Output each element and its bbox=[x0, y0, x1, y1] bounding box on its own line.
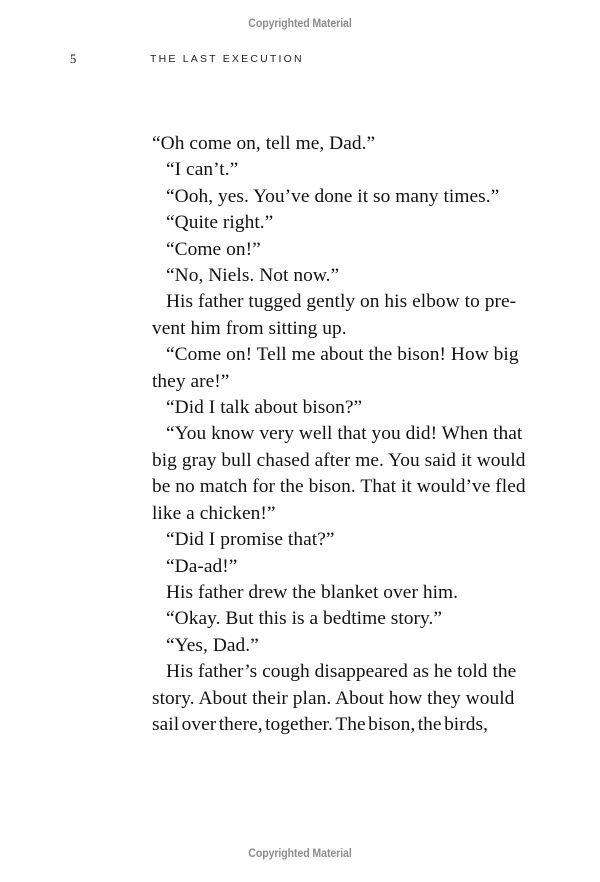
running-head bbox=[70, 50, 490, 68]
text-line: “Did I talk about bison?” bbox=[166, 397, 363, 419]
page-number: 5 bbox=[70, 52, 77, 66]
text-line: “Ooh, yes. You’ve done it so many times.” bbox=[166, 185, 500, 207]
text-word: The bbox=[335, 713, 366, 735]
text-line: be no match for the bison. That it would’ve fled bbox=[152, 476, 526, 498]
text-line: “Da-ad!” bbox=[166, 555, 238, 577]
text-word: there, bbox=[218, 713, 263, 735]
text-line bbox=[152, 712, 488, 738]
text-line: vent him from sitting up. bbox=[152, 317, 347, 339]
text-line: “Yes, Dad.” bbox=[166, 634, 259, 656]
text-word: sail bbox=[152, 713, 180, 735]
text-word: birds, bbox=[444, 713, 488, 735]
copyright-watermark-bottom: Copyrighted Material bbox=[248, 848, 352, 860]
text-line: they are!” bbox=[152, 370, 230, 392]
text-line: like a chicken!” bbox=[152, 502, 276, 524]
text-line: “Did I promise that?” bbox=[166, 529, 335, 551]
text-line: “You know very well that you did! When that bbox=[166, 423, 523, 445]
text-line: “Oh come on, tell me, Dad.” bbox=[152, 133, 376, 154]
text-line: His father drew the blanket over him. bbox=[166, 581, 459, 603]
text-word: over bbox=[181, 713, 217, 735]
body-text bbox=[152, 131, 526, 738]
text-line: “Quite right.” bbox=[166, 212, 274, 234]
text-line: His father tugged gently on his elbow to pre- bbox=[166, 291, 517, 313]
text-line: “No, Niels. Not now.” bbox=[166, 265, 340, 287]
running-head-title: THE LAST EXECUTION bbox=[150, 53, 304, 65]
text-word: the bbox=[417, 713, 442, 735]
text-line: story. About their plan. About how they would bbox=[152, 687, 515, 709]
copyright-watermark-top: Copyrighted Material bbox=[248, 18, 352, 30]
text-word: together. bbox=[265, 713, 333, 735]
text-line: “Okay. But this is a bedtime story.” bbox=[166, 608, 443, 630]
text-line: “I can’t.” bbox=[166, 159, 239, 181]
text-line: His father’s cough disappeared as he told the bbox=[166, 661, 517, 683]
text-line: big gray bull chased after me. You said it would bbox=[152, 449, 526, 471]
text-word: bison, bbox=[368, 713, 416, 735]
text-line: “Come on! Tell me about the bison! How big bbox=[166, 344, 519, 366]
text-line: “Come on!” bbox=[166, 238, 261, 260]
